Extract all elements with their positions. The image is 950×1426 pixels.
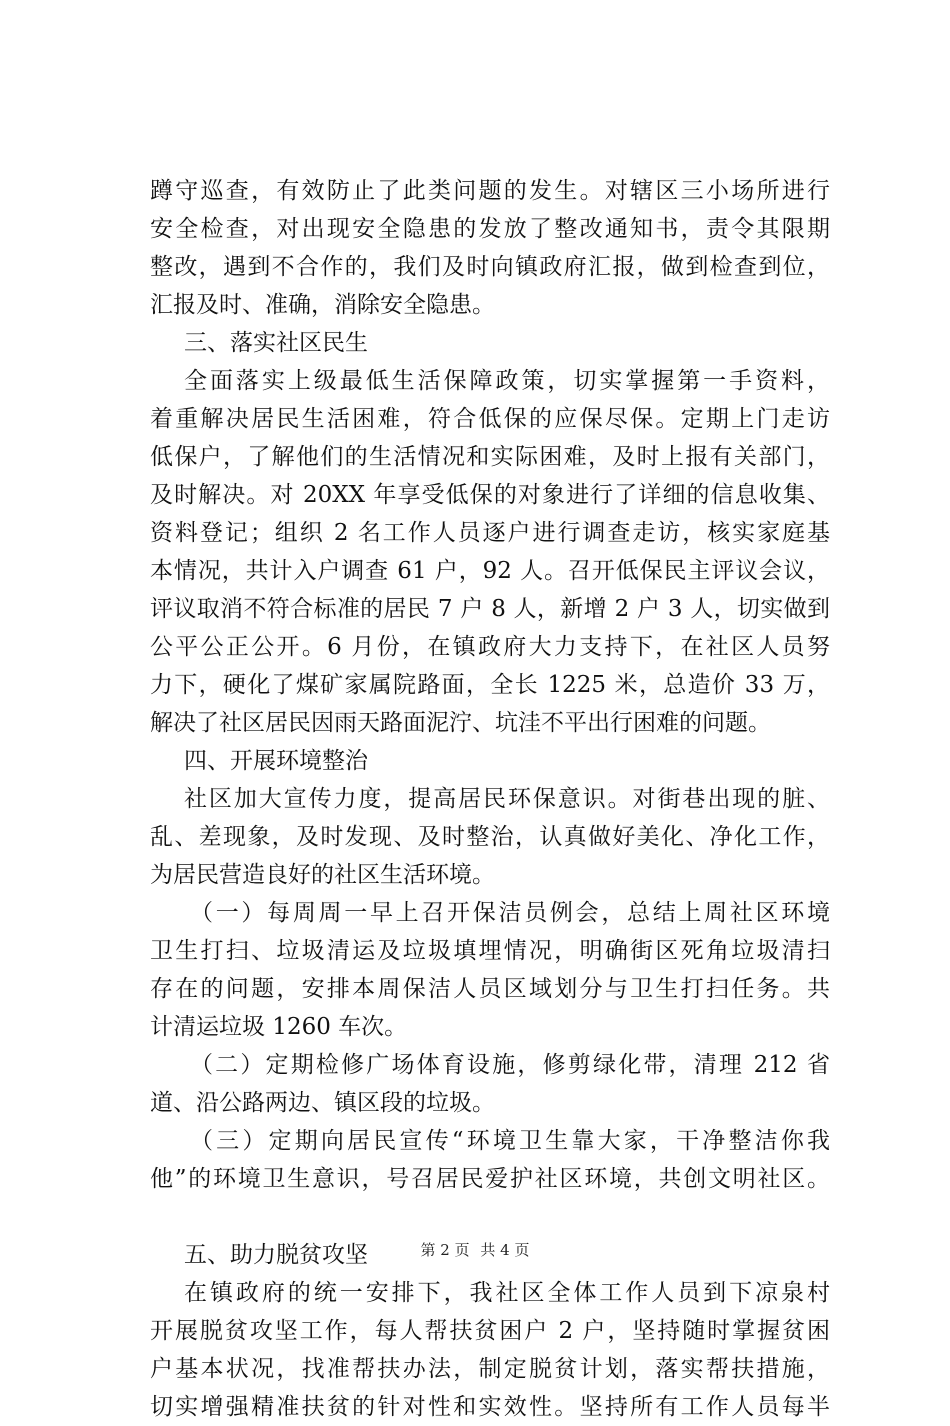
body-text-line: 卫生打扫、垃圾清运及垃圾填埋情况，明确街区死角垃圾清扫 xyxy=(150,938,830,964)
body-text-line: 计清运垃圾 1260 车次。 xyxy=(150,1014,408,1040)
body-text-line: 及时解决。对 20XX 年享受低保的对象进行了详细的信息收集、 xyxy=(150,482,830,508)
body-text-line: 乱、差现象，及时发现、及时整治，认真做好美化、净化工作， xyxy=(150,824,830,850)
body-text-line: 汇报及时、准确，消除安全隐患。 xyxy=(150,292,495,318)
body-text-line: 切实增强精准扶贫的针对性和实效性。坚持所有工作人员每半 xyxy=(150,1394,830,1420)
body-text-line: 资料登记；组织 2 名工作人员逐户进行调查走访，核实家庭基 xyxy=(150,520,830,546)
body-text-line: 评议取消不符合标准的居民 7 户 8 人，新增 2 户 3 人，切实做到 xyxy=(150,596,830,622)
body-text-line: 在镇政府的统一安排下，我社区全体工作人员到下凉泉村 xyxy=(184,1280,830,1306)
body-text-line: 公平公正公开。6 月份，在镇政府大力支持下，在社区人员努 xyxy=(150,634,830,660)
body-text-line: 力下，硬化了煤矿家属院路面，全长 1225 米，总造价 33 万， xyxy=(150,672,830,698)
body-text-line: 着重解决居民生活困难，符合低保的应保尽保。定期上门走访 xyxy=(150,406,830,432)
list-item-line: （一）每周周一早上召开保洁员例会，总结上周社区环境 xyxy=(190,900,830,926)
document-body xyxy=(150,172,830,1426)
section-heading: 三、落实社区民生 xyxy=(184,330,368,356)
body-text-line: 蹲守巡查，有效防止了此类问题的发生。对辖区三小场所进行 xyxy=(150,178,830,204)
body-text-line: 他”的环境卫生意识，号召居民爱护社区环境，共创文明社区。 xyxy=(150,1166,830,1192)
body-text-line: 社区加大宣传力度，提高居民环保意识。对街巷出现的脏、 xyxy=(184,786,830,812)
body-text-line: 安全检查，对出现安全隐患的发放了整改通知书，责令其限期 xyxy=(150,216,830,242)
body-text-line: 存在的问题，安排本周保洁人员区域划分与卫生打扫任务。共 xyxy=(150,976,830,1002)
body-text-line: 低保户，了解他们的生活情况和实际困难，及时上报有关部门， xyxy=(150,444,830,470)
body-text-line: 为居民营造良好的社区生活环境。 xyxy=(150,862,495,888)
section-heading: 四、开展环境整治 xyxy=(184,748,368,774)
section-heading: 五、助力脱贫攻坚 xyxy=(184,1242,368,1268)
body-text-line: 解决了社区居民因雨天路面泥泞、坑洼不平出行困难的问题。 xyxy=(150,710,771,736)
body-text-line: 整改，遇到不合作的，我们及时向镇政府汇报，做到检查到位， xyxy=(150,254,830,280)
body-text-line: 开展脱贫攻坚工作，每人帮扶贫困户 2 户，坚持随时掌握贫困 xyxy=(150,1318,830,1344)
body-text-line: 道、沿公路两边、镇区段的垃圾。 xyxy=(150,1090,495,1116)
page-number: 第 2 页 xyxy=(420,1241,470,1259)
page-total: 共 4 页 xyxy=(480,1241,530,1259)
body-text-line: 本情况，共计入户调查 61 户，92 人。召开低保民主评议会议， xyxy=(150,558,830,584)
list-item-line: （二）定期检修广场体育设施，修剪绿化带，清理 212 省 xyxy=(190,1052,830,1078)
list-item-line: （三）定期向居民宣传“环境卫生靠大家，干净整洁你我 xyxy=(190,1128,830,1154)
body-text-line: 户基本状况，找准帮扶办法，制定脱贫计划，落实帮扶措施， xyxy=(150,1356,830,1382)
page-footer xyxy=(0,1240,950,1260)
body-text-line: 全面落实上级最低生活保障政策，切实掌握第一手资料， xyxy=(184,368,830,394)
paragraph-gap xyxy=(150,1198,830,1236)
